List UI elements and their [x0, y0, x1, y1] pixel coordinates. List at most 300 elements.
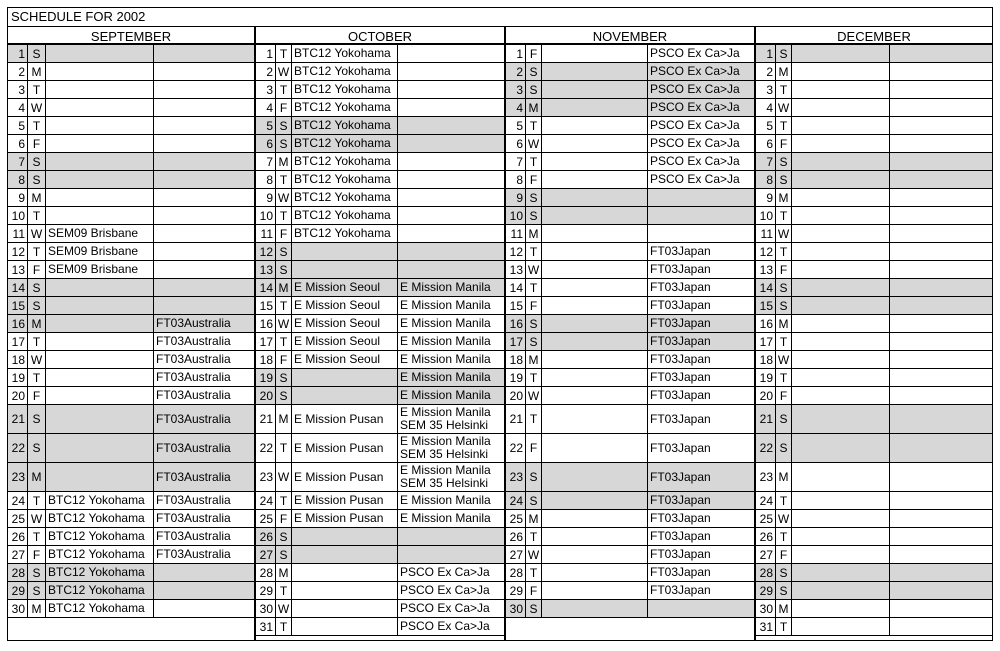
event-primary: [542, 434, 648, 463]
day-number-text: 2: [766, 64, 773, 79]
weekday-text: T: [529, 118, 538, 133]
day-row: [756, 261, 992, 279]
day-row: [8, 153, 254, 171]
event-secondary-text: E Mission Manila SEM 35 Helsinki: [400, 434, 491, 461]
day-number-text: 4: [266, 100, 273, 115]
day-number-text: 3: [266, 82, 273, 97]
day-row: [756, 618, 992, 636]
weekday-text: S: [529, 190, 538, 205]
day-number-text: 24: [509, 493, 523, 508]
weekday: [28, 463, 46, 492]
day-number-text: 21: [509, 412, 523, 426]
event-primary: [542, 207, 648, 225]
day-number-text: 6: [516, 136, 523, 151]
weekday: [276, 434, 292, 463]
event-secondary-text: E Mission Manila: [400, 493, 491, 507]
weekday-text: S: [32, 565, 41, 580]
day-row: [256, 261, 504, 279]
event-primary: [46, 207, 154, 225]
event-secondary: [648, 333, 754, 351]
day-number: [506, 582, 526, 600]
day-number: [506, 333, 526, 351]
day-number-text: 22: [259, 441, 273, 455]
event-secondary-text: FT03Japan: [650, 565, 711, 579]
day-number: [506, 405, 526, 434]
day-number: [8, 600, 28, 618]
weekday: [776, 564, 792, 582]
event-secondary: [398, 117, 504, 135]
event-primary: [46, 600, 154, 618]
weekday-text: M: [31, 316, 42, 331]
weekday: [776, 153, 792, 171]
event-secondary: [890, 463, 992, 492]
day-number-text: 26: [509, 529, 523, 544]
event-primary: [46, 333, 154, 351]
event-primary: [542, 564, 648, 582]
day-row: [256, 546, 504, 564]
day-row: [256, 243, 504, 261]
event-secondary: [890, 333, 992, 351]
event-secondary: [154, 405, 254, 434]
event-secondary: [398, 546, 504, 564]
event-primary-text: E Mission Seoul: [294, 352, 381, 366]
event-primary: [292, 99, 398, 117]
day-number: [506, 117, 526, 135]
event-primary: [46, 564, 154, 582]
weekday-text: M: [31, 601, 42, 616]
day-row: [8, 81, 254, 99]
event-primary: [542, 135, 648, 153]
event-primary: [292, 81, 398, 99]
day-number: [8, 99, 28, 117]
event-primary: [792, 618, 890, 636]
month-header-november: NOVEMBER: [506, 26, 756, 45]
event-secondary: [154, 351, 254, 369]
event-primary: [46, 153, 154, 171]
day-number: [256, 369, 276, 387]
day-number: [506, 225, 526, 243]
day-number: [756, 492, 776, 510]
day-number: [256, 171, 276, 189]
event-secondary-text: FT03Japan: [650, 493, 711, 507]
day-number-text: 25: [759, 511, 773, 526]
day-row: [506, 81, 754, 99]
day-number-text: 4: [516, 100, 523, 115]
weekday: [776, 546, 792, 564]
day-row: [256, 564, 504, 582]
weekday-text: M: [31, 64, 42, 79]
event-secondary: [890, 510, 992, 528]
weekday: [276, 153, 292, 171]
weekday: [776, 492, 792, 510]
weekday: [526, 564, 542, 582]
event-secondary-text: PSCO Ex Ca>Ja: [650, 154, 740, 168]
weekday-text: T: [32, 82, 41, 97]
weekday: [776, 463, 792, 492]
event-secondary: [648, 546, 754, 564]
event-secondary: [648, 351, 754, 369]
day-number: [506, 297, 526, 315]
event-secondary: [154, 528, 254, 546]
weekday-text: T: [32, 529, 41, 544]
event-secondary: [398, 261, 504, 279]
event-secondary: [648, 45, 754, 63]
day-row: [8, 99, 254, 117]
weekday-text: W: [277, 601, 290, 616]
day-number: [8, 333, 28, 351]
event-primary: [542, 387, 648, 405]
month-november: [506, 45, 756, 641]
day-number-text: 6: [266, 136, 273, 151]
weekday-text: T: [279, 583, 288, 598]
weekday: [28, 135, 46, 153]
day-row: [756, 333, 992, 351]
event-primary: [292, 387, 398, 405]
event-secondary: [398, 333, 504, 351]
event-secondary: [890, 207, 992, 225]
day-number: [256, 600, 276, 618]
schedule-title: SCHEDULE FOR 2002: [11, 9, 146, 24]
event-primary: [46, 582, 154, 600]
day-row: [256, 189, 504, 207]
event-secondary: [398, 582, 504, 600]
event-primary: [292, 279, 398, 297]
event-secondary-text: FT03Japan: [650, 469, 711, 484]
event-secondary: [154, 492, 254, 510]
weekday-text: M: [778, 190, 789, 205]
event-secondary-text: FT03Japan: [650, 334, 711, 348]
weekday: [28, 63, 46, 81]
day-row: [756, 369, 992, 387]
day-row: [756, 153, 992, 171]
weekday: [276, 297, 292, 315]
event-primary-text: E Mission Pusan: [294, 440, 384, 455]
event-secondary: [890, 81, 992, 99]
weekday-text: F: [529, 298, 538, 313]
weekday-text: T: [779, 334, 788, 349]
weekday: [776, 261, 792, 279]
day-number-text: 18: [509, 352, 523, 367]
day-number: [506, 600, 526, 618]
day-number-text: 21: [11, 412, 25, 426]
weekday: [28, 369, 46, 387]
day-row: [256, 153, 504, 171]
weekday-text: T: [279, 334, 288, 349]
day-row: [506, 63, 754, 81]
day-number-text: 6: [766, 136, 773, 151]
day-number-text: 5: [18, 118, 25, 133]
day-number: [756, 315, 776, 333]
day-number-text: 28: [509, 565, 523, 580]
month-header-september: SEPTEMBER: [8, 26, 256, 45]
weekday-text: S: [779, 412, 788, 426]
weekday: [28, 315, 46, 333]
weekday: [28, 405, 46, 434]
day-row: [8, 492, 254, 510]
weekday-text: F: [529, 583, 538, 598]
day-number-text: 16: [11, 316, 25, 331]
day-number: [8, 369, 28, 387]
event-primary: [542, 63, 648, 81]
day-row: [256, 99, 504, 117]
event-primary: [792, 405, 890, 434]
day-row: [506, 135, 754, 153]
event-secondary: [398, 135, 504, 153]
event-primary-text: BTC12 Yokohama: [294, 136, 391, 150]
weekday: [776, 510, 792, 528]
event-secondary: [398, 369, 504, 387]
weekday: [276, 510, 292, 528]
event-primary: [292, 135, 398, 153]
day-number: [8, 225, 28, 243]
event-primary: [542, 189, 648, 207]
event-primary-text: BTC12 Yokohama: [48, 583, 145, 597]
day-number: [506, 63, 526, 81]
event-secondary: [398, 528, 504, 546]
weekday-text: F: [32, 388, 41, 403]
day-row: [8, 582, 254, 600]
event-primary: [542, 117, 648, 135]
day-number: [506, 45, 526, 63]
event-primary: [542, 99, 648, 117]
day-row: [256, 117, 504, 135]
day-number: [8, 153, 28, 171]
weekday-text: M: [31, 190, 42, 205]
event-primary: [542, 492, 648, 510]
day-row: [8, 117, 254, 135]
event-primary-text: BTC12 Yokohama: [294, 154, 391, 168]
event-secondary: [398, 315, 504, 333]
weekday: [776, 135, 792, 153]
event-secondary-text: E Mission Manila: [400, 298, 491, 312]
event-secondary: [154, 387, 254, 405]
event-secondary: [398, 564, 504, 582]
weekday-text: W: [30, 511, 43, 526]
day-row: [506, 207, 754, 225]
event-primary-text: E Mission Seoul: [294, 298, 381, 312]
event-secondary: [890, 492, 992, 510]
weekday-text: F: [779, 262, 788, 277]
event-secondary: [648, 261, 754, 279]
day-row: [756, 135, 992, 153]
day-number-text: 16: [759, 316, 773, 331]
day-number-text: 10: [259, 208, 273, 223]
weekday-text: S: [779, 583, 788, 598]
weekday: [776, 405, 792, 434]
event-secondary: [890, 243, 992, 261]
weekday: [526, 387, 542, 405]
weekday-text: T: [279, 298, 288, 313]
event-secondary: [154, 189, 254, 207]
weekday-text: S: [32, 154, 41, 169]
event-primary: [792, 81, 890, 99]
day-row: [8, 528, 254, 546]
weekday-text: S: [32, 412, 41, 426]
weekday: [776, 618, 792, 636]
event-primary-text: SEM09 Brisbane: [48, 262, 139, 276]
weekday-text: S: [279, 529, 288, 544]
day-row: [256, 582, 504, 600]
day-number-text: 3: [516, 82, 523, 97]
day-number: [8, 243, 28, 261]
event-secondary-text: PSCO Ex Ca>Ja: [650, 100, 740, 114]
event-secondary: [648, 135, 754, 153]
weekday-text: F: [32, 136, 41, 151]
weekday: [276, 315, 292, 333]
day-number: [256, 546, 276, 564]
event-secondary: [648, 171, 754, 189]
event-primary: [542, 546, 648, 564]
event-secondary-text: E Mission Manila: [400, 316, 491, 330]
weekday: [776, 387, 792, 405]
event-primary: [792, 369, 890, 387]
event-secondary: [154, 207, 254, 225]
day-number-text: 17: [759, 334, 773, 349]
weekday-text: W: [277, 316, 290, 331]
event-secondary: [890, 297, 992, 315]
event-secondary: [890, 434, 992, 463]
day-number-text: 8: [766, 172, 773, 187]
day-row: [8, 207, 254, 225]
day-row: [8, 387, 254, 405]
weekday-text: T: [779, 370, 788, 385]
weekday-text: M: [528, 100, 539, 115]
event-secondary: [398, 45, 504, 63]
weekday: [776, 99, 792, 117]
day-number: [756, 45, 776, 63]
day-row: [756, 45, 992, 63]
day-row: [256, 297, 504, 315]
event-primary-text: BTC12 Yokohama: [48, 511, 145, 525]
day-number-text: 25: [11, 511, 25, 526]
weekday-text: M: [278, 412, 289, 426]
day-number-text: 23: [259, 470, 273, 484]
day-number: [756, 225, 776, 243]
day-number-text: 2: [266, 64, 273, 79]
day-number-text: 28: [259, 565, 273, 580]
event-secondary: [890, 528, 992, 546]
day-number: [756, 387, 776, 405]
weekday-text: S: [529, 64, 538, 79]
weekday: [28, 333, 46, 351]
weekday-text: S: [32, 46, 41, 61]
day-number: [506, 546, 526, 564]
day-number: [8, 315, 28, 333]
weekday: [28, 99, 46, 117]
event-primary-text: E Mission Pusan: [294, 511, 384, 525]
weekday: [276, 600, 292, 618]
weekday-text: T: [529, 154, 538, 169]
day-row: [8, 297, 254, 315]
day-row: [8, 369, 254, 387]
event-primary: [292, 153, 398, 171]
event-primary: [542, 600, 648, 618]
event-primary: [292, 405, 398, 434]
weekday: [776, 63, 792, 81]
weekday-text: M: [278, 280, 289, 295]
weekday: [28, 279, 46, 297]
day-number-text: 26: [11, 529, 25, 544]
day-number-text: 13: [11, 262, 25, 277]
day-number-text: 2: [516, 64, 523, 79]
event-secondary-text: FT03Japan: [650, 511, 711, 525]
day-number: [256, 207, 276, 225]
weekday: [526, 99, 542, 117]
event-secondary: [154, 99, 254, 117]
day-row: [756, 510, 992, 528]
day-number: [8, 405, 28, 434]
weekday: [776, 600, 792, 618]
event-secondary: [398, 618, 504, 636]
event-primary: [46, 528, 154, 546]
weekday: [28, 153, 46, 171]
weekday-text: T: [779, 619, 788, 634]
day-row: [256, 351, 504, 369]
day-row: [506, 405, 754, 434]
weekday-text: M: [528, 226, 539, 241]
day-row: [756, 315, 992, 333]
event-primary: [792, 387, 890, 405]
event-primary: [792, 333, 890, 351]
event-primary: [542, 171, 648, 189]
day-number-text: 23: [509, 470, 523, 484]
day-number: [756, 171, 776, 189]
day-row: [756, 225, 992, 243]
event-secondary: [890, 351, 992, 369]
day-number-text: 7: [766, 154, 773, 169]
event-primary-text: E Mission Seoul: [294, 334, 381, 348]
day-number-text: 21: [259, 412, 273, 426]
day-number: [256, 45, 276, 63]
day-number: [506, 564, 526, 582]
event-primary: [46, 369, 154, 387]
day-number-text: 12: [11, 244, 25, 259]
event-primary: [46, 189, 154, 207]
event-secondary: [398, 189, 504, 207]
weekday: [276, 189, 292, 207]
weekday: [276, 528, 292, 546]
event-primary-text: BTC12 Yokohama: [48, 547, 145, 561]
day-row: [506, 153, 754, 171]
event-secondary: [154, 225, 254, 243]
weekday-text: T: [529, 412, 538, 426]
event-primary: [292, 297, 398, 315]
weekday: [276, 279, 292, 297]
weekday: [28, 81, 46, 99]
event-secondary-text: PSCO Ex Ca>Ja: [650, 82, 740, 96]
day-number: [8, 434, 28, 463]
day-number: [506, 528, 526, 546]
day-row: [506, 171, 754, 189]
event-secondary: [154, 546, 254, 564]
event-secondary: [890, 225, 992, 243]
event-secondary-text: E Mission Manila: [400, 511, 491, 525]
day-number-text: 27: [11, 547, 25, 562]
weekday: [776, 207, 792, 225]
event-secondary: [890, 387, 992, 405]
weekday-text: S: [279, 370, 288, 385]
event-primary: [46, 279, 154, 297]
day-number-text: 24: [759, 493, 773, 508]
day-row: [756, 207, 992, 225]
event-primary: [46, 135, 154, 153]
weekday-text: W: [777, 100, 790, 115]
event-primary: [292, 351, 398, 369]
event-secondary-text: PSCO Ex Ca>Ja: [400, 619, 490, 633]
day-number: [256, 261, 276, 279]
weekday: [28, 387, 46, 405]
day-number-text: 6: [18, 136, 25, 151]
